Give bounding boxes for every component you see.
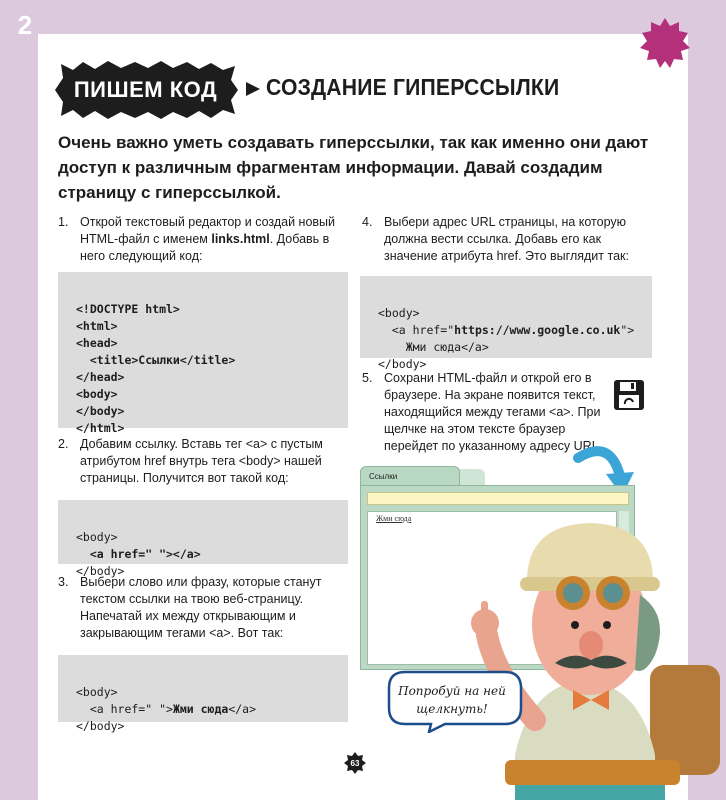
step-number: 1. (58, 215, 69, 229)
code-line: <!DOCTYPE html> (76, 302, 180, 316)
code-line: <a href=" "> (76, 702, 173, 716)
header-arrow-icon (246, 82, 260, 96)
intro-paragraph: Очень важно уметь создавать гиперссылки, так как именно они дают доступ к различным фрагментам информации. Давай создадим страницу с гиперссылкой. (58, 133, 649, 202)
page-title: СОЗДАНИЕ ГИПЕРССЫЛКИ (266, 74, 560, 100)
step-number: 4. (362, 215, 373, 229)
code-line: </body> (378, 357, 427, 371)
code-line: </body> (76, 404, 125, 418)
code-line: <a href=" (378, 323, 455, 337)
code-block-1 (58, 272, 348, 435)
code-line: </a> (228, 702, 257, 716)
bubble-line: Попробуй на ней (398, 684, 506, 698)
tab-title: Ссылки (369, 472, 398, 481)
chapter-badge-icon (640, 18, 690, 68)
code-line: </body> (76, 564, 125, 578)
step-number: 2. (58, 437, 69, 451)
step-text: Выбери слово или фразу, которые станут текстом ссылки на твою веб-страницу. Напечатай их между открывающим и закрывающим тегами <a>. Вот так: (80, 575, 322, 640)
section-label: ПИШЕМ КОД (73, 77, 218, 102)
code-line: Жми сюда</a> (378, 340, 489, 354)
step-text: Сохрани HTML-файл и открой его в браузере. На экране появится текст, находящийся между тегами <a>. При щелчке на этом тексте браузер перейдет по указанному адресу URL. (384, 371, 603, 453)
code-line: <a href=" "></a> (76, 547, 201, 561)
file-name: links.html (211, 232, 270, 246)
url-code: https://www.google.co.uk (454, 323, 621, 337)
step-text: Выбери адрес URL страницы, на которую должна вести ссылка. Добавь его как значение атрибута href. Это выглядит так: (384, 215, 629, 263)
step-number: 3. (58, 575, 69, 589)
code-line: <body> (76, 530, 118, 544)
explorer-character-illustration (455, 505, 726, 800)
step-number: 5. (362, 371, 373, 385)
floppy-disk-icon (612, 378, 646, 412)
code-line: <body> (378, 306, 420, 320)
chapter-number: 2 (17, 9, 33, 40)
step-2 (58, 436, 340, 487)
page-number: 63 (350, 758, 360, 768)
code-line: </html> (76, 421, 125, 435)
code-line: </body> (76, 719, 125, 733)
code-line: <body> (76, 387, 118, 401)
code-line: </head> (76, 370, 125, 384)
code-block-3 (58, 655, 348, 733)
code-block-2 (58, 500, 348, 578)
speech-bubble-text (392, 682, 512, 718)
browser-tab[interactable] (360, 466, 460, 486)
code-line: <body> (76, 685, 118, 699)
step-3 (58, 574, 340, 642)
step-text: Открой текстовый редактор и создай новый HTML-файл с именем (80, 215, 336, 246)
step-1 (58, 214, 340, 265)
code-line: <title>Ссылки</title> (76, 353, 236, 367)
address-bar[interactable] (367, 492, 629, 505)
bubble-line: щелкнуть! (416, 702, 488, 716)
step-text-end: . Добавь в него следующий код: (80, 232, 330, 263)
code-block-4 (360, 276, 652, 371)
code-line: <html> (76, 319, 118, 333)
code-line: <head> (76, 336, 118, 350)
step-text: Добавим ссылку. Вставь тег <a> с пустым атрибутом href внутрь тега <body> нашей страницы. Получится вот такой код: (80, 437, 323, 485)
code-line: "> (620, 323, 635, 337)
step-4 (362, 214, 654, 265)
hyperlink[interactable]: Жми сюда (376, 514, 412, 523)
link-text-code: Жми сюда (172, 702, 229, 716)
